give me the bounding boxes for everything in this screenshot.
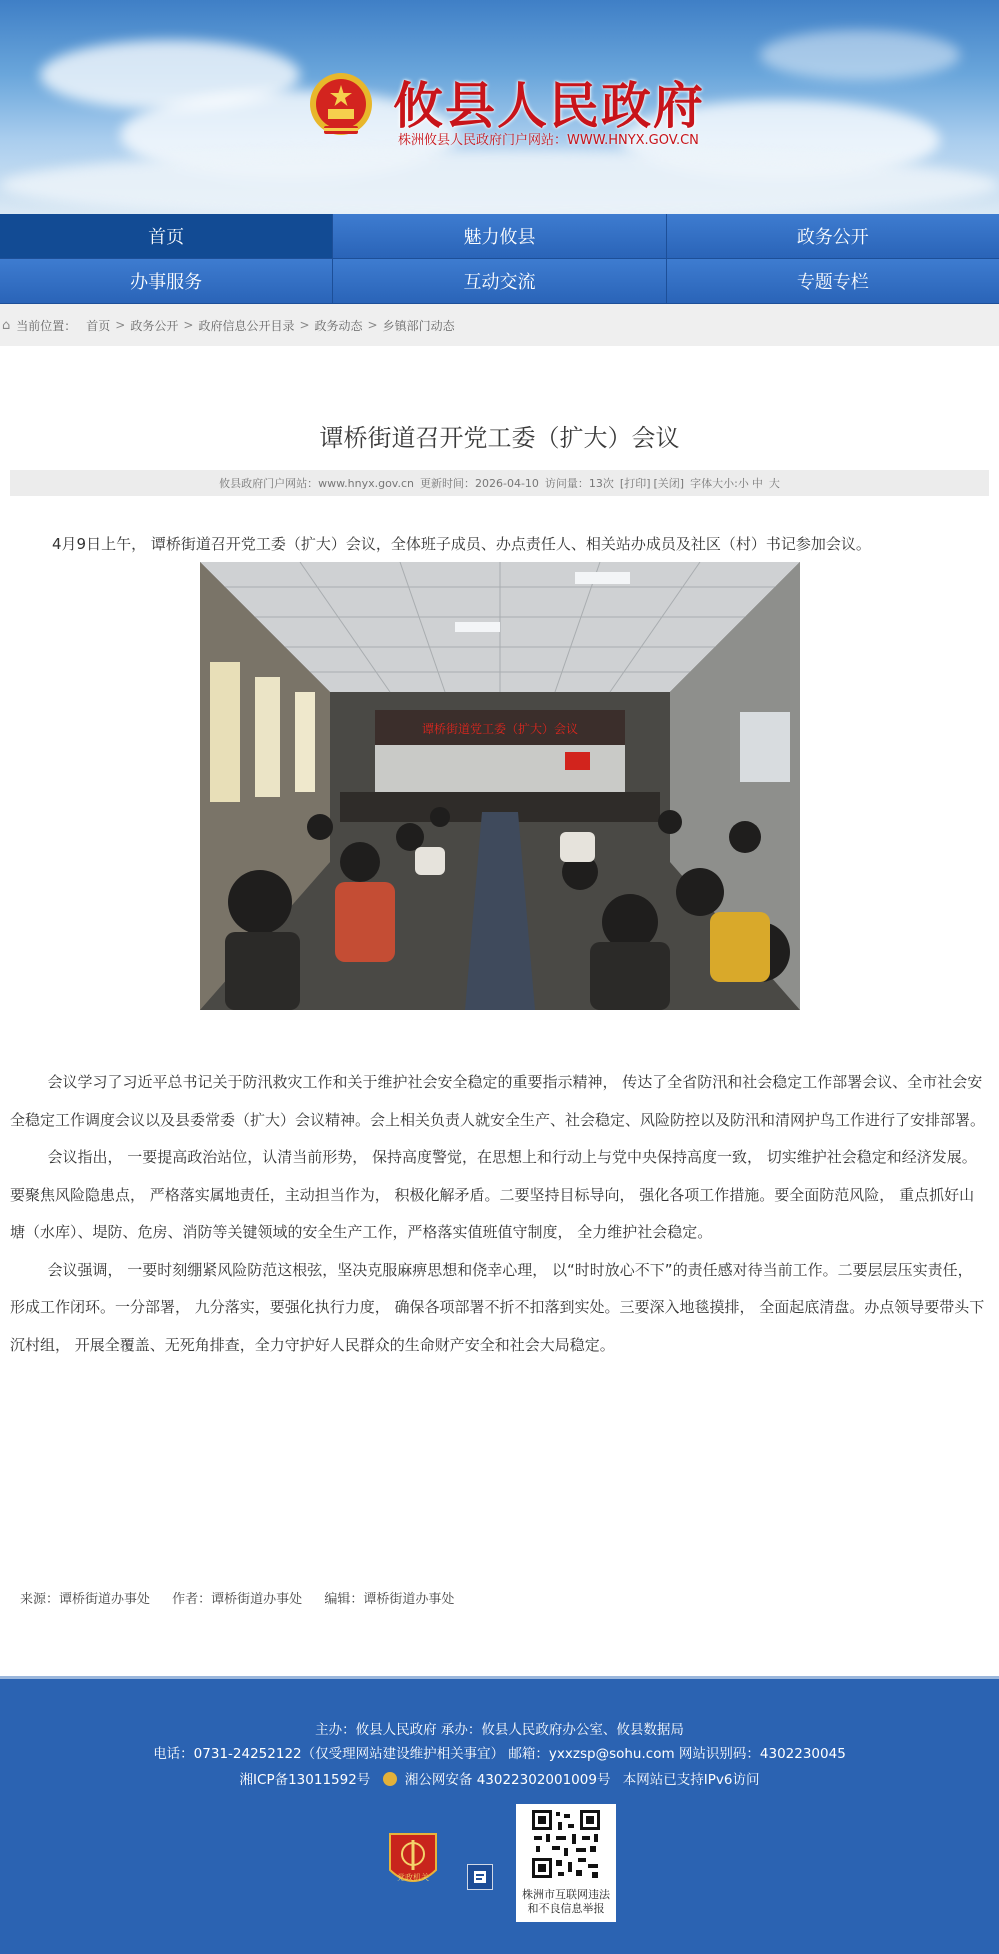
party-gov-badge-icon[interactable] [386,1830,440,1892]
close-link[interactable]: [关闭] [653,477,685,490]
nav-item-interaction[interactable]: 互动交流 [333,259,666,304]
breadcrumb-label: 当前位置： [16,318,77,333]
cloud-decoration [0,150,999,214]
qr-caption [516,1888,616,1916]
main-nav [0,214,999,304]
font-small-link[interactable]: 小 [737,477,749,490]
article-paragraph: 会议学习了习近平总书记关于防汛救灾工作和关于维护社会安全稳定的重要指示精神， 传达了全省防汛和社会稳定工作部署会议、全市社会安全稳定工作调度会议以及县委常委（扩大）会议精神。会上相关负责人就安全生产、社会稳定、风险防控以及防汛和清网护鸟工作进行了安排部署。 [10,1073,986,1129]
article-paragraph: 会议指出， 一要提高政治站位，认清当前形势， 保持高度警觉，在思想上和行动上与党中央保持高度一致， 切实维护社会稳定和经济发展。要聚焦风险隐患点， 严格落实属地责任，主动担当作为， 积极化解矛盾。二要坚持目标导向， 强化各项工作措施。要全面防范风险， 重点抓好山塘（水库）、堤防、危房、消防等关键领域的安全生产工作，严格落实值班值守制度， 全力维护社会稳定。 [10,1148,977,1241]
nav-row [0,214,999,259]
site-title: 攸县人民政府 [393,76,705,135]
breadcrumb-item-info-catalog[interactable]: 政府信息公开目录 [198,318,295,333]
nav-item-special-topics[interactable]: 专题专栏 [667,259,999,304]
article-meta [10,470,989,496]
breadcrumb-item-gov-affairs[interactable]: 政务公开 [130,318,179,333]
badge-text: 党政机关 [397,1873,429,1882]
meeting-photo [200,562,800,1010]
footer-sponsor: 主办：攸县人民政府 承办：攸县人民政府办公室、攸县数据局 [315,1722,684,1738]
site-subtitle: 株洲攸县人民政府门户网站：WWW.HNYX.GOV.CN [398,133,699,148]
icp-link[interactable]: 湘ICP备13011592号 [239,1772,371,1788]
article-lead: 4月9日上午， 谭桥街道召开党工委（扩大）会议，全体班子成员、办点责任人、相关站办成员及社区（村）书记参加会议。 [52,535,871,553]
print-link[interactable]: [打印] [619,477,651,490]
breadcrumb-item-home[interactable]: 首页 [86,318,111,333]
qr-caption-line: 和不良信息举报 [527,1902,605,1915]
article-title: 谭桥街道召开党工委（扩大）会议 [319,424,680,452]
qr-caption-line: 株洲市互联网违法 [522,1888,610,1901]
nav-item-gov-affairs[interactable]: 政务公开 [667,214,999,259]
article-editor: 编辑：谭桥街道办事处 [324,1592,455,1607]
qr-code-icon [516,1804,616,1888]
footer-records [0,1768,999,1788]
breadcrumb [0,304,999,346]
police-badge-icon [383,1772,397,1786]
breadcrumb-item-gov-news[interactable]: 政务动态 [314,318,363,333]
error-report-icon[interactable] [467,1864,493,1890]
national-emblem-icon [306,70,376,142]
nav-row [0,259,999,304]
font-large-link[interactable]: 大 [768,477,780,490]
nav-item-charm-youxian[interactable]: 魅力攸县 [333,214,666,259]
photo-banner-text: 谭桥街道党工委（扩大）会议 [421,722,579,736]
nav-item-services[interactable]: 办事服务 [0,259,333,304]
article-source-line [20,1588,472,1607]
footer-contact: 电话：0731-24252122（仅受理网站建设维护相关事宜） 邮箱：yxxzsp@sohu.com 网站识别码：4302230045 [153,1746,846,1762]
ipv6-note: 本网站已支持IPv6访问 [622,1772,760,1788]
police-record-link[interactable]: 湘公网安备 43022302001009号 [404,1772,611,1788]
font-mid-link[interactable]: 中 [751,477,763,490]
breadcrumb-separator: > [299,318,310,332]
article-author: 作者：谭桥街道办事处 [172,1592,303,1607]
home-icon: ⌂ [2,317,11,333]
breadcrumb-separator: > [367,318,378,332]
header-banner [0,0,999,214]
font-size-label: 字体大小: [690,477,738,490]
article-paragraph: 会议强调， 一要时刻绷紧风险防范这根弦，坚决克服麻痹思想和侥幸心理， 以“时时放心不下”的责任感对待当前工作。二要层层压实责任， 形成工作闭环。一分部署， 九分落实，要强化执行力度， 确保各项部署不折不扣落到实处。三要深入地毯摸排， 全面起底清盘。办点领导要带头下沉村组， 开展全覆盖、无死角排查，全力守护好人民群众的生命财产安全和社会大局稳定。 [10,1260,985,1354]
cloud-decoration [760,30,960,80]
meta-updated: 更新时间：2026-04-10 [419,477,539,490]
article-body [10,1064,989,1364]
report-qr-code[interactable] [516,1804,616,1922]
breadcrumb-item-town-news[interactable]: 乡镇部门动态 [382,318,455,333]
breadcrumb-separator: > [183,318,194,332]
meta-visits: 访问量：13次 [544,477,614,490]
meta-site: 攸县政府门户网站：www.hnyx.gov.cn [219,477,414,490]
footer [0,1676,999,1954]
nav-item-home[interactable]: 首页 [0,214,333,259]
meeting-photo-illustration [200,562,800,1010]
breadcrumb-separator: > [115,318,126,332]
article-source: 来源：谭桥街道办事处 [20,1592,151,1607]
